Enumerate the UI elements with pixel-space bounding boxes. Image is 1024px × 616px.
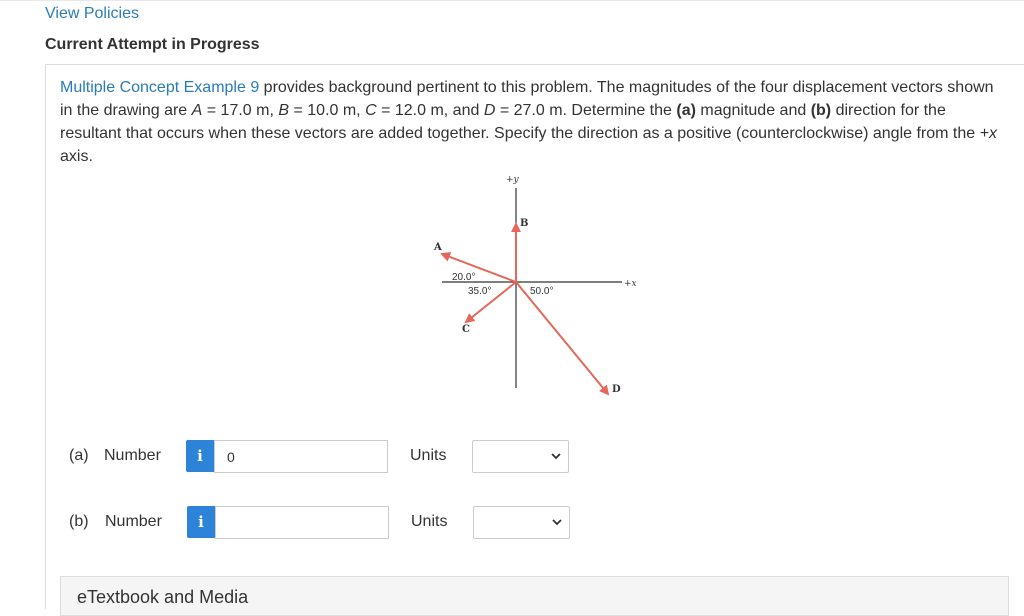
vector-A-label: A: [434, 242, 442, 253]
question-text: Multiple Concept Example 9 provides background pertinent to this problem. The magnitudes of the four displacement vectors shown in the drawing are A = 17.0 m, B = 10.0 m, C = 12.0 m, and D = 27.0 m. Determine the (a) magnitude and (b) direction for the resultant that occurs when these vectors are added together. Specify the direction as a positive (counterclockwise) angle from the +x axis.: [60, 79, 997, 165]
etextbook-label: eTextbook and Media: [77, 587, 249, 607]
part-a-number-input[interactable]: [214, 440, 388, 473]
angle-C-label: 35.0°: [468, 286, 492, 297]
vector-B-label: B: [520, 218, 529, 229]
part-a-info-button[interactable]: i: [186, 440, 214, 472]
part-b-units-select[interactable]: [473, 506, 570, 539]
part-a-units-label: Units: [410, 447, 447, 464]
part-a-label: (a): [69, 447, 89, 464]
vector-D: [516, 282, 608, 394]
part-b-label: (b): [69, 513, 89, 530]
part-a-number-label: Number: [104, 447, 161, 464]
part-b-number-input[interactable]: [215, 506, 389, 539]
vector-D-label: D: [612, 384, 621, 395]
chevron-down-icon: [550, 450, 562, 462]
chevron-down-icon: [551, 516, 563, 528]
vector-C-label: C: [462, 324, 470, 335]
vector-diagram: [410, 170, 650, 400]
part-a-units-select[interactable]: [472, 440, 569, 473]
etextbook-media-section[interactable]: [60, 576, 1009, 616]
attempt-title: Current Attempt in Progress: [45, 36, 260, 53]
plus-y-label: +y: [506, 175, 519, 185]
angle-A-label: 20.0°: [452, 272, 476, 283]
part-b-units-label: Units: [411, 513, 448, 530]
plus-x-label: +x: [624, 279, 637, 289]
concept-example-link[interactable]: Multiple Concept Example 9: [60, 79, 260, 96]
view-policies-link[interactable]: View Policies: [45, 5, 139, 22]
part-b-info-button[interactable]: i: [187, 506, 215, 538]
top-border: [0, 0, 1024, 4]
part-b-number-label: Number: [105, 513, 162, 530]
angle-D-label: 50.0°: [530, 286, 554, 297]
